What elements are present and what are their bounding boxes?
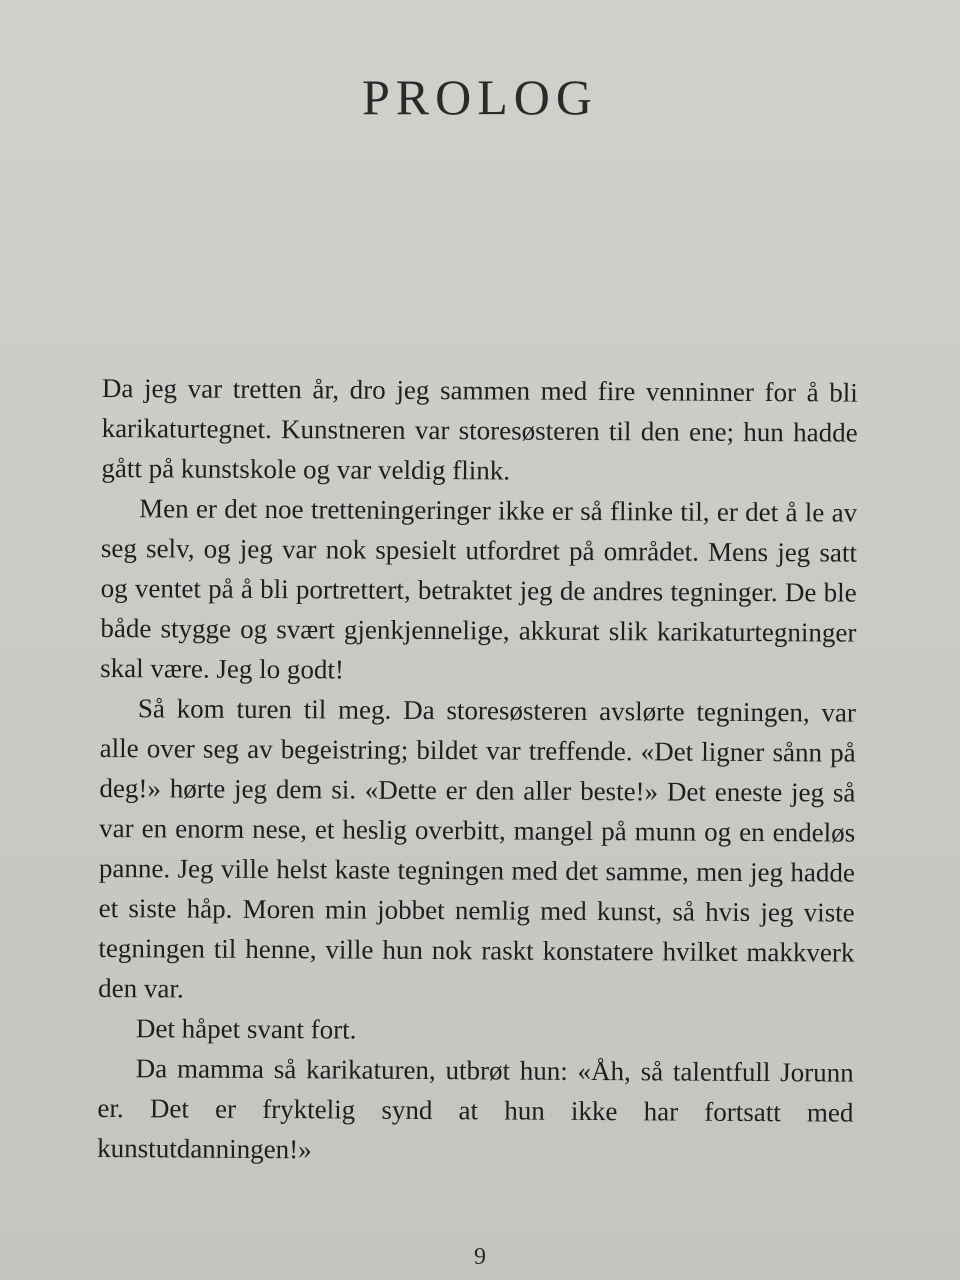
chapter-title: PROLOG <box>361 69 599 125</box>
paragraph-5: Da mamma så karikaturen, utbrøt hun: «Åh, så talentfull Jorunn er. Det er fryktelig synd at hun ikke har fortsatt med kunstutdanningen!» <box>97 1053 854 1165</box>
paragraph-1: Da jeg var tretten år, dro jeg sammen med fire venninner for å bli karikaturtegnet. Kunstneren var storesøsteren til den ene; hun hadde gått på kunstskole og var veldig flink. <box>101 372 858 486</box>
paragraph-4: Det håpet svant fort. <box>135 1013 357 1045</box>
body-text <box>97 368 858 1173</box>
paragraph-3: Så kom turen til meg. Da storesøsteren avslørte tegningen, var alle over seg av begeistring; bildet var treffende. «Det ligner sånn på deg!» hørte jeg dem si. «Dette er den aller beste!» Det eneste jeg så var en enorm nese, et heslig overbitt, mangel på munn og en endeløs panne. Jeg ville helst kaste tegningen med det samme, men jeg hadde et siste håp. Moren min jobbet nemlig med kunst, så hvis jeg viste tegningen til henne, ville hun nok raskt konstatere hvilket makkverk den var. <box>98 693 857 1004</box>
page-number: 9 <box>474 1244 486 1270</box>
paragraph-2: Men er det noe tretteningeringer ikke er så flinke til, er det å le av seg selv, og jeg var nok spesielt utfordret på området. Mens jeg satt og ventet på å bli portrettert, betraktet jeg de andres tegninger. De ble både stygge og svært gjenkjennelige, akkurat slik karikaturtegninger skal være. Jeg lo godt! <box>100 493 858 685</box>
